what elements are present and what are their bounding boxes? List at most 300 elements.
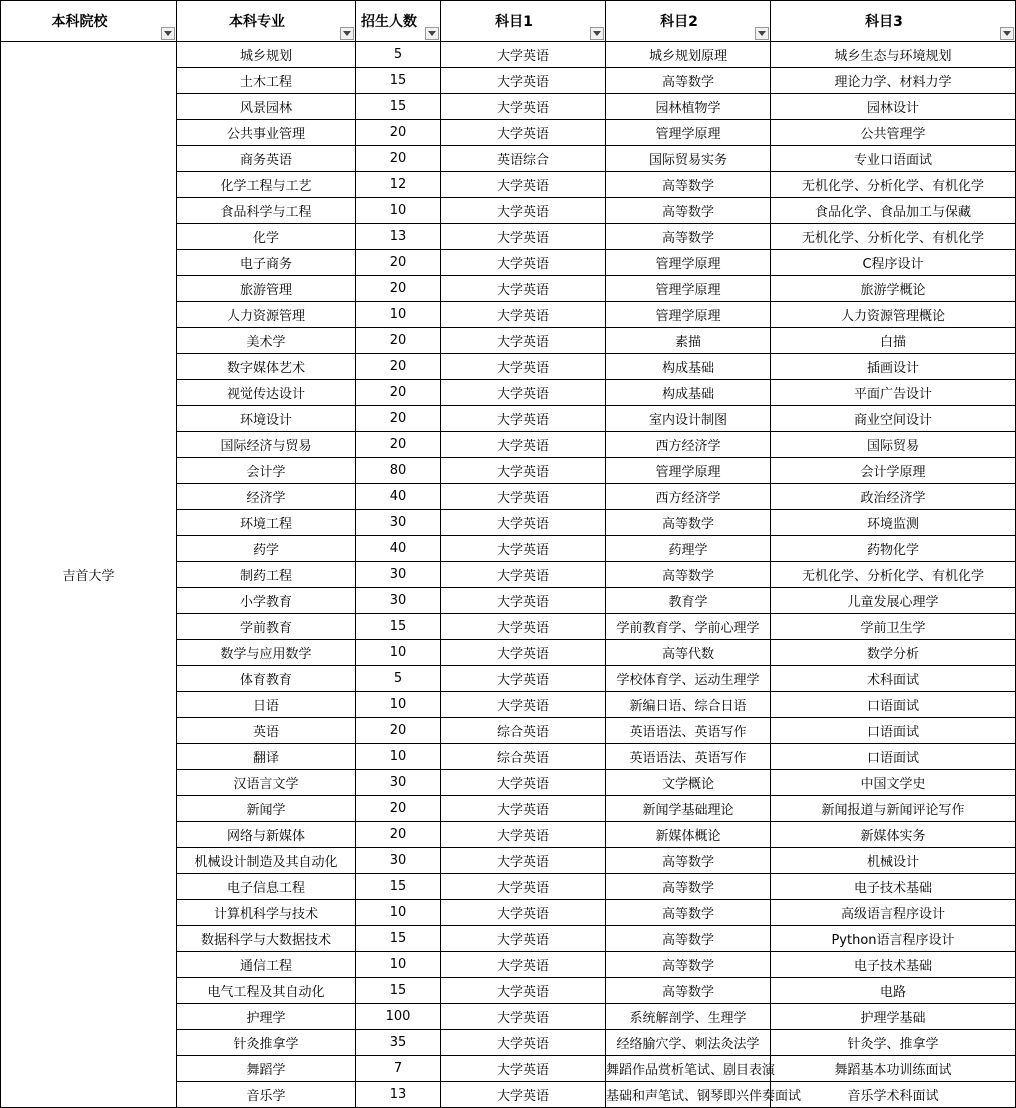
subject3-cell[interactable] — [771, 588, 1016, 614]
cell-text: 大学英语 — [496, 465, 549, 480]
subject2-cell[interactable] — [606, 666, 771, 692]
subject2-cell[interactable] — [606, 1004, 771, 1030]
header-cell[interactable] — [606, 1, 771, 42]
subject3-cell[interactable] — [771, 198, 1016, 224]
subject1-cell[interactable] — [441, 146, 606, 172]
subject2-cell[interactable] — [606, 562, 771, 588]
subject3-cell[interactable] — [771, 978, 1016, 1004]
subject2-cell[interactable] — [606, 276, 771, 302]
cell-text: 20 — [389, 125, 407, 140]
cell-text: 大学英语 — [496, 283, 549, 298]
subject1-cell[interactable] — [441, 198, 606, 224]
header-cell[interactable] — [1, 1, 177, 42]
subject3-cell[interactable] — [771, 250, 1016, 276]
cell-text: 大学英语 — [496, 1089, 549, 1104]
subject1-cell[interactable] — [441, 562, 606, 588]
cell-text: 20 — [389, 385, 407, 400]
quota-cell[interactable] — [356, 328, 441, 354]
cell-text: 大学英语 — [496, 647, 549, 662]
subject3-cell[interactable] — [771, 926, 1016, 952]
cell-text: 电子商务 — [239, 257, 292, 272]
quota-cell[interactable] — [356, 276, 441, 302]
subject1-cell[interactable] — [441, 744, 606, 770]
subject2-cell[interactable] — [606, 536, 771, 562]
subject2-cell[interactable] — [606, 458, 771, 484]
subject1-cell[interactable] — [441, 718, 606, 744]
subject1-cell[interactable] — [441, 614, 606, 640]
subject1-cell[interactable] — [441, 1030, 606, 1056]
major-cell[interactable] — [177, 276, 356, 302]
quota-cell[interactable] — [356, 484, 441, 510]
subject1-cell[interactable] — [441, 120, 606, 146]
header-label-quota: 招生人数 — [361, 14, 417, 30]
subject2-cell[interactable] — [606, 822, 771, 848]
subject1-cell[interactable] — [441, 484, 606, 510]
subject2-cell[interactable] — [606, 380, 771, 406]
subject3-cell[interactable] — [771, 1082, 1016, 1108]
cell-text: 大学英语 — [496, 1037, 549, 1052]
subject3-cell[interactable] — [771, 42, 1016, 68]
subject3-cell[interactable] — [771, 562, 1016, 588]
cell-text: 大学英语 — [496, 361, 549, 376]
subject2-cell[interactable] — [606, 42, 771, 68]
header-cell[interactable] — [177, 1, 356, 42]
subject2-cell[interactable] — [606, 744, 771, 770]
quota-cell[interactable] — [356, 68, 441, 94]
major-cell[interactable] — [177, 1082, 356, 1108]
major-cell[interactable] — [177, 874, 356, 900]
cell-text: 食品科学与工程 — [220, 205, 312, 220]
cell-text: 20 — [389, 151, 407, 166]
major-cell[interactable] — [177, 406, 356, 432]
major-cell[interactable] — [177, 770, 356, 796]
major-cell[interactable] — [177, 536, 356, 562]
subject1-cell[interactable] — [441, 588, 606, 614]
subject1-cell[interactable] — [441, 952, 606, 978]
cell-text: 英语语法、英语写作 — [629, 725, 747, 740]
cell-text: 机械设计 — [866, 855, 919, 870]
subject3-cell[interactable] — [771, 640, 1016, 666]
major-cell[interactable] — [177, 458, 356, 484]
quota-cell[interactable] — [356, 406, 441, 432]
cell-text: 新闻报道与新闻评论写作 — [821, 803, 965, 818]
subject1-cell[interactable] — [441, 276, 606, 302]
cell-text: 高等数学 — [661, 231, 714, 246]
cell-text: 学前教育学、学前心理学 — [616, 621, 760, 636]
subject2-cell[interactable] — [606, 224, 771, 250]
quota-cell[interactable] — [356, 1082, 441, 1108]
major-cell[interactable] — [177, 666, 356, 692]
subject3-cell[interactable] — [771, 432, 1016, 458]
cell-text: 大学英语 — [496, 777, 549, 792]
cell-text: 音乐学 — [246, 1089, 286, 1104]
major-cell[interactable] — [177, 614, 356, 640]
cell-text: 无机化学、分析化学、有机化学 — [801, 231, 984, 246]
cell-text: 英语 — [252, 725, 279, 740]
major-cell[interactable] — [177, 302, 356, 328]
quota-cell[interactable] — [356, 458, 441, 484]
subject1-cell[interactable] — [441, 770, 606, 796]
cell-text: 40 — [389, 541, 407, 556]
major-cell[interactable] — [177, 120, 356, 146]
major-cell[interactable] — [177, 172, 356, 198]
dropdown-arrow-icon[interactable] — [161, 27, 175, 40]
quota-cell[interactable] — [356, 562, 441, 588]
major-cell[interactable] — [177, 692, 356, 718]
major-cell[interactable] — [177, 744, 356, 770]
cell-text: 7 — [393, 1061, 403, 1076]
major-cell[interactable] — [177, 68, 356, 94]
major-cell[interactable] — [177, 562, 356, 588]
quota-cell[interactable] — [356, 744, 441, 770]
subject2-cell[interactable] — [606, 640, 771, 666]
subject3-cell[interactable] — [771, 1056, 1016, 1082]
cell-text: 学校体育学、运动生理学 — [616, 673, 760, 688]
subject2-cell[interactable] — [606, 796, 771, 822]
quota-cell[interactable] — [356, 874, 441, 900]
quota-cell[interactable] — [356, 146, 441, 172]
subject2-cell[interactable] — [606, 718, 771, 744]
subject1-cell[interactable] — [441, 328, 606, 354]
subject3-cell[interactable] — [771, 146, 1016, 172]
dropdown-arrow-icon[interactable] — [1000, 27, 1014, 40]
dropdown-arrow-icon[interactable] — [425, 27, 439, 40]
quota-cell[interactable] — [356, 1004, 441, 1030]
major-cell[interactable] — [177, 198, 356, 224]
cell-text: 化学工程与工艺 — [220, 179, 312, 194]
subject3-cell[interactable] — [771, 536, 1016, 562]
subject3-cell[interactable] — [771, 380, 1016, 406]
major-cell[interactable] — [177, 146, 356, 172]
header-label-major: 本科专业 — [229, 14, 285, 30]
cell-text: 针灸推拿学 — [233, 1037, 299, 1052]
cell-text: 大学英语 — [496, 1063, 549, 1078]
cell-text: 大学英语 — [496, 335, 549, 350]
major-cell[interactable] — [177, 900, 356, 926]
subject3-cell[interactable] — [771, 484, 1016, 510]
school-cell[interactable]: 吉首大学 — [1, 42, 177, 1108]
subject3-cell[interactable] — [771, 692, 1016, 718]
subject2-cell[interactable] — [606, 692, 771, 718]
cell-text: 30 — [389, 515, 407, 530]
subject3-cell[interactable] — [771, 848, 1016, 874]
subject2-cell[interactable] — [606, 484, 771, 510]
major-cell[interactable] — [177, 250, 356, 276]
quota-cell[interactable] — [356, 224, 441, 250]
quota-cell[interactable] — [356, 978, 441, 1004]
quota-cell[interactable] — [356, 354, 441, 380]
major-cell[interactable] — [177, 432, 356, 458]
cell-text: 室内设计制图 — [648, 413, 727, 428]
cell-text: 高级语言程序设计 — [840, 907, 945, 922]
header-label-subject2: 科目2 — [660, 14, 698, 30]
quota-cell[interactable] — [356, 302, 441, 328]
subject3-cell[interactable] — [771, 120, 1016, 146]
subject2-cell[interactable] — [606, 926, 771, 952]
quota-cell[interactable] — [356, 432, 441, 458]
subject2-cell[interactable] — [606, 250, 771, 276]
subject1-cell[interactable] — [441, 224, 606, 250]
header-cell[interactable] — [771, 1, 1016, 42]
quota-cell[interactable] — [356, 900, 441, 926]
dropdown-arrow-icon[interactable] — [755, 27, 769, 40]
subject3-cell[interactable] — [771, 276, 1016, 302]
cell-text: 舞蹈基本功训练面试 — [834, 1063, 952, 1078]
subject2-cell[interactable] — [606, 588, 771, 614]
subject2-cell[interactable] — [606, 952, 771, 978]
major-cell[interactable] — [177, 42, 356, 68]
subject2-cell[interactable] — [606, 770, 771, 796]
cell-text: 针灸学、推拿学 — [847, 1037, 939, 1052]
subject3-cell[interactable] — [771, 172, 1016, 198]
cell-text: 大学英语 — [496, 881, 549, 896]
subject2-cell[interactable] — [606, 328, 771, 354]
cell-text: 中国文学史 — [860, 777, 926, 792]
subject3-cell[interactable] — [771, 328, 1016, 354]
major-cell[interactable] — [177, 588, 356, 614]
subject3-cell[interactable] — [771, 952, 1016, 978]
quota-cell[interactable] — [356, 120, 441, 146]
subject2-cell[interactable] — [606, 510, 771, 536]
cell-text: 30 — [389, 853, 407, 868]
header-cell[interactable] — [441, 1, 606, 42]
quota-cell[interactable] — [356, 1056, 441, 1082]
subject2-cell[interactable] — [606, 406, 771, 432]
cell-text: 体育教育 — [239, 673, 292, 688]
cell-text: 大学英语 — [496, 569, 549, 584]
major-cell[interactable] — [177, 796, 356, 822]
major-cell[interactable] — [177, 952, 356, 978]
quota-cell[interactable] — [356, 1030, 441, 1056]
cell-text: 英语语法、英语写作 — [629, 751, 747, 766]
subject3-cell[interactable] — [771, 94, 1016, 120]
subject1-cell[interactable] — [441, 666, 606, 692]
dropdown-arrow-icon[interactable] — [340, 27, 354, 40]
cell-text: 大学英语 — [496, 985, 549, 1000]
cell-text: 综合英语 — [496, 751, 549, 766]
quota-cell[interactable] — [356, 588, 441, 614]
subject1-cell[interactable] — [441, 68, 606, 94]
subject1-cell[interactable] — [441, 172, 606, 198]
subject2-cell[interactable] — [606, 900, 771, 926]
quota-cell[interactable] — [356, 822, 441, 848]
subject3-cell[interactable] — [771, 874, 1016, 900]
subject1-cell[interactable] — [441, 874, 606, 900]
major-cell[interactable] — [177, 640, 356, 666]
major-cell[interactable] — [177, 1056, 356, 1082]
subject1-cell[interactable] — [441, 42, 606, 68]
subject3-cell[interactable] — [771, 796, 1016, 822]
subject3-cell[interactable] — [771, 744, 1016, 770]
cell-text: 5 — [393, 671, 403, 686]
quota-cell[interactable] — [356, 640, 441, 666]
subject2-cell[interactable] — [606, 94, 771, 120]
subject2-cell[interactable] — [606, 1056, 776, 1082]
cell-text: 高等数学 — [661, 205, 714, 220]
subject1-cell[interactable] — [441, 848, 606, 874]
subject3-cell[interactable] — [771, 718, 1016, 744]
major-cell[interactable] — [177, 328, 356, 354]
subject2-cell[interactable] — [606, 354, 771, 380]
cell-text: 高等数学 — [661, 179, 714, 194]
subject2-cell[interactable] — [606, 146, 771, 172]
subject3-cell[interactable] — [771, 1004, 1016, 1030]
quota-cell[interactable] — [356, 510, 441, 536]
subject1-cell[interactable] — [441, 94, 606, 120]
subject3-cell[interactable] — [771, 406, 1016, 432]
subject3-cell[interactable] — [771, 770, 1016, 796]
cell-text: 13 — [389, 1087, 407, 1102]
subject1-cell[interactable] — [441, 900, 606, 926]
dropdown-arrow-icon[interactable] — [590, 27, 604, 40]
subject1-cell[interactable] — [441, 1082, 606, 1108]
cell-text: 新媒体实务 — [860, 829, 926, 844]
quota-cell[interactable] — [356, 172, 441, 198]
cell-text: 日语 — [252, 699, 279, 714]
major-cell[interactable] — [177, 822, 356, 848]
subject3-cell[interactable] — [771, 614, 1016, 640]
cell-text: 管理学原理 — [655, 309, 721, 324]
cell-text: 口语面试 — [866, 751, 919, 766]
subject1-cell[interactable] — [441, 354, 606, 380]
major-cell[interactable] — [177, 718, 356, 744]
cell-text: 20 — [389, 437, 407, 452]
cell-text: 电子技术基础 — [853, 881, 932, 896]
cell-text: 管理学原理 — [655, 257, 721, 272]
subject1-cell[interactable] — [441, 510, 606, 536]
quota-cell[interactable] — [356, 848, 441, 874]
quota-cell[interactable] — [356, 380, 441, 406]
subject1-cell[interactable] — [441, 536, 606, 562]
subject1-cell[interactable] — [441, 406, 606, 432]
subject2-cell[interactable] — [606, 68, 771, 94]
major-cell[interactable] — [177, 484, 356, 510]
quota-cell[interactable] — [356, 614, 441, 640]
subject3-cell[interactable] — [771, 458, 1016, 484]
subject2-cell[interactable] — [606, 978, 771, 1004]
cell-text: 35 — [389, 1035, 407, 1050]
subject1-cell[interactable] — [441, 640, 606, 666]
major-cell[interactable] — [177, 1030, 356, 1056]
quota-cell[interactable] — [356, 666, 441, 692]
quota-cell[interactable] — [356, 536, 441, 562]
quota-cell[interactable] — [356, 952, 441, 978]
subject3-cell[interactable] — [771, 510, 1016, 536]
major-cell[interactable] — [177, 848, 356, 874]
cell-text: 公共事业管理 — [226, 127, 305, 142]
cell-text: 文学概论 — [661, 777, 714, 792]
subject2-cell[interactable] — [606, 302, 771, 328]
subject1-cell[interactable] — [441, 458, 606, 484]
cell-text: 汉语言文学 — [233, 777, 299, 792]
quota-cell[interactable] — [356, 796, 441, 822]
cell-text: 大学英语 — [496, 595, 549, 610]
quota-cell[interactable] — [356, 94, 441, 120]
subject2-cell[interactable] — [606, 1030, 771, 1056]
cell-text: 15 — [389, 983, 407, 998]
major-cell[interactable] — [177, 380, 356, 406]
subject2-cell[interactable] — [606, 172, 771, 198]
cell-text: 高等数学 — [661, 907, 714, 922]
major-cell[interactable] — [177, 1004, 356, 1030]
subject3-cell[interactable] — [771, 302, 1016, 328]
cell-text: 100 — [385, 1009, 411, 1024]
subject2-cell[interactable] — [606, 120, 771, 146]
major-cell[interactable] — [177, 926, 356, 952]
subject2-cell[interactable] — [606, 848, 771, 874]
subject1-cell[interactable] — [441, 250, 606, 276]
cell-text: 经济学 — [246, 491, 286, 506]
subject3-cell[interactable] — [771, 1030, 1016, 1056]
subject2-cell[interactable] — [606, 198, 771, 224]
cell-text: 高等数学 — [661, 985, 714, 1000]
major-cell[interactable] — [177, 94, 356, 120]
quota-cell[interactable] — [356, 692, 441, 718]
subject3-cell[interactable] — [771, 666, 1016, 692]
subject2-cell[interactable] — [606, 1082, 802, 1108]
subject3-cell[interactable] — [771, 822, 1016, 848]
cell-text: 80 — [389, 463, 407, 478]
cell-text: 西方经济学 — [655, 439, 721, 454]
subject1-cell[interactable] — [441, 796, 606, 822]
subject3-cell[interactable] — [771, 68, 1016, 94]
cell-text: 园林设计 — [866, 101, 919, 116]
cell-text: 化学 — [252, 231, 279, 246]
cell-text: 西方经济学 — [655, 491, 721, 506]
cell-text: 翻译 — [252, 751, 279, 766]
major-cell[interactable] — [177, 354, 356, 380]
subject3-cell[interactable] — [771, 224, 1016, 250]
major-cell[interactable] — [177, 978, 356, 1004]
cell-text: 系统解剖学、生理学 — [629, 1011, 747, 1026]
cell-text: 旅游管理 — [239, 283, 292, 298]
cell-text: 学前教育 — [239, 621, 292, 636]
cell-text: 构成基础 — [661, 361, 714, 376]
subject1-cell[interactable] — [441, 692, 606, 718]
subject1-cell[interactable] — [441, 926, 606, 952]
subject2-cell[interactable] — [606, 432, 771, 458]
quota-cell[interactable] — [356, 770, 441, 796]
cell-text: 新闻学基础理论 — [642, 803, 734, 818]
subject3-cell[interactable] — [771, 900, 1016, 926]
cell-text: 大学英语 — [496, 49, 549, 64]
cell-text: 小学教育 — [239, 595, 292, 610]
header-cell[interactable] — [356, 1, 441, 42]
subject1-cell[interactable] — [441, 380, 606, 406]
subject1-cell[interactable] — [441, 1056, 606, 1082]
cell-text: 大学英语 — [496, 387, 549, 402]
quota-cell[interactable] — [356, 926, 441, 952]
quota-cell[interactable] — [356, 198, 441, 224]
subject1-cell[interactable] — [441, 978, 606, 1004]
quota-cell[interactable] — [356, 718, 441, 744]
subject1-cell[interactable] — [441, 432, 606, 458]
quota-cell[interactable] — [356, 250, 441, 276]
cell-text: 环境设计 — [239, 413, 292, 428]
major-cell[interactable] — [177, 510, 356, 536]
major-cell[interactable] — [177, 224, 356, 250]
subject2-cell[interactable] — [606, 874, 771, 900]
subject1-cell[interactable] — [441, 302, 606, 328]
quota-cell[interactable] — [356, 42, 441, 68]
cell-text: 护理学 — [246, 1011, 286, 1026]
cell-text: 高等数学 — [661, 881, 714, 896]
subject2-cell[interactable] — [606, 614, 771, 640]
subject1-cell[interactable] — [441, 1004, 606, 1030]
subject1-cell[interactable] — [441, 822, 606, 848]
cell-text: 公共管理学 — [860, 127, 926, 142]
subject3-cell[interactable] — [771, 354, 1016, 380]
